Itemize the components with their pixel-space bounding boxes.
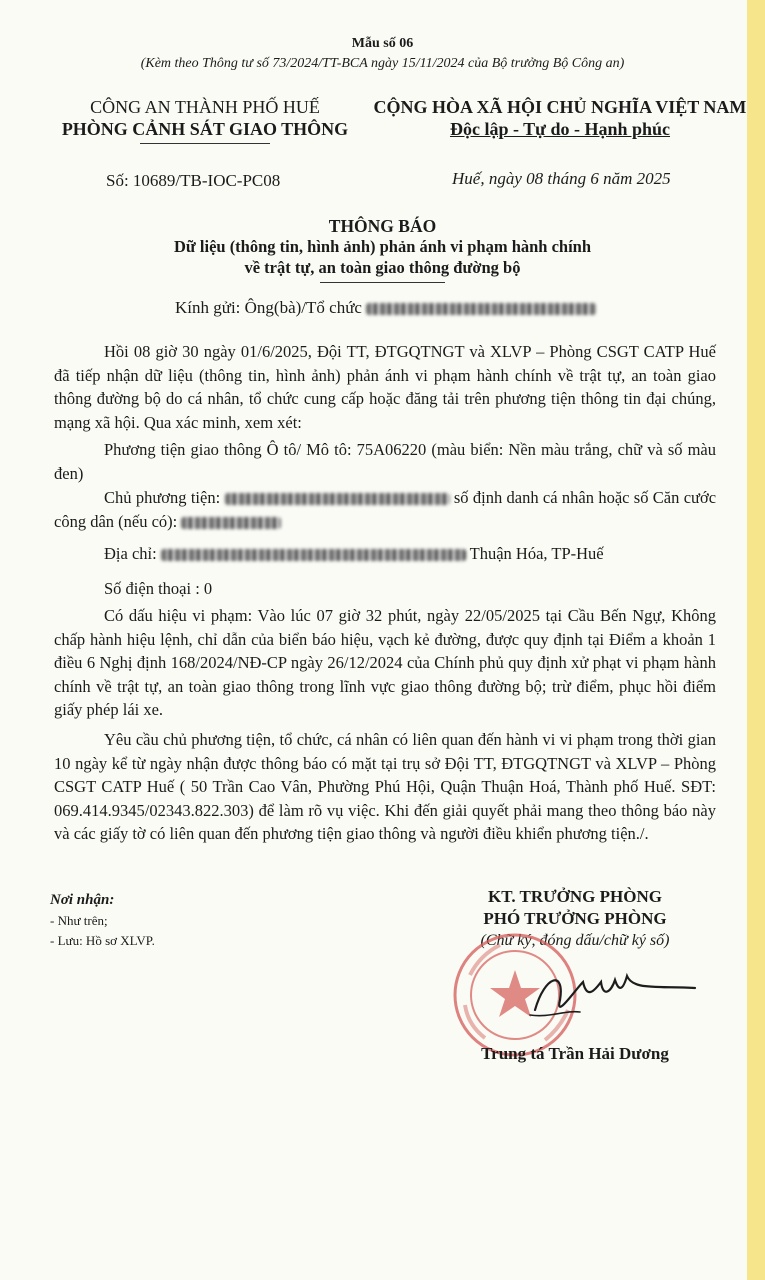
form-attachment: (Kèm theo Thông tư số 73/2024/TT-BCA ngày 15/11/2024 của Bộ trưởng Bộ Công an) xyxy=(140,56,625,71)
agency-name: CÔNG AN THÀNH PHỐ HUẾ xyxy=(90,97,320,117)
redacted-owner-id xyxy=(181,517,281,529)
place-date: Huế, ngày 08 tháng 6 năm 2025 xyxy=(452,169,671,188)
handwritten-signature xyxy=(505,960,705,1030)
form-number: Mẫu số 06 xyxy=(351,36,414,51)
signature-title-2: PHÓ TRƯỞNG PHÒNG xyxy=(483,909,667,928)
signature-note: (Chữ ký, đóng dấu/chữ ký số) xyxy=(480,932,670,949)
country-name: CỘNG HÒA XÃ HỘI CHỦ NGHĨA VIỆT NAM xyxy=(373,97,747,117)
recipient-item-1: - Như trên; xyxy=(50,913,108,928)
owner-paragraph xyxy=(54,486,716,533)
recipients-title: Nơi nhận: xyxy=(50,892,115,908)
redacted-owner-name xyxy=(225,493,450,505)
address-line xyxy=(104,542,716,566)
document-number: Số: 10689/TB-IOC-PC08 xyxy=(106,171,281,190)
header-divider-left xyxy=(140,143,270,144)
signature-title-1: KT. TRƯỞNG PHÒNG xyxy=(488,887,662,906)
paper-edge xyxy=(747,0,765,1280)
request-paragraph: Yêu cầu chủ phương tiện, tổ chức, cá nhân có liên quan đến hành vi vi phạm trong thời gian 10 ngày kể từ ngày nhận được thông báo có mặt tại trụ sở Đội TT, ĐTGQTNGT và XLVP – Phòng CSGT CATP Huế ( 50 Trần Cao Vân, Phường Phú Hội, Quận Thuận Hoá, Thành phố Huế. SĐT: 069.414.9345/02343.822.303) để làm rõ vụ việc. Khi đến giải quyết phải mang theo thông báo này và các giấy tờ có liên quan đến phương tiện giao thông và người điều khiển phương tiện./. xyxy=(54,730,716,843)
owner-label: Chủ phương tiện: xyxy=(104,488,221,507)
redacted-recipient xyxy=(366,303,596,315)
national-motto: Độc lập - Tự do - Hạnh phúc xyxy=(449,119,671,139)
signer-name: Trung tá Trần Hải Dương xyxy=(481,1044,669,1063)
recipient-item-2: - Lưu: Hồ sơ XLVP. xyxy=(50,933,155,948)
address-suffix: Thuận Hóa, TP-Huế xyxy=(469,544,604,563)
title-sub-2: về trật tự, an toàn giao thông đường bộ xyxy=(244,258,521,277)
redacted-address xyxy=(161,549,466,561)
owner-id-label: số định danh cá nhân hoặc số Căn cước công dân (nếu có): xyxy=(54,488,717,531)
title-underline xyxy=(320,282,445,283)
document-title: THÔNG BÁO xyxy=(328,216,437,236)
vehicle-paragraph: Phương tiện giao thông Ô tô/ Mô tô: 75A06220 (màu biển: Nền màu trắng, chữ và số màu đen) xyxy=(54,440,716,483)
violation-paragraph: Có dấu hiệu vi phạm: Vào lúc 07 giờ 32 phút, ngày 22/05/2025 tại Cầu Bến Ngự, Không chấp hành hiệu lệnh, chỉ dẫn của biển báo hiệu, vạch kẻ đường, được quy định tại Điểm a khoản 1 điều 6 Nghị định 168/2024/NĐ-CP ngày 26/12/2024 của Chính phủ quy định xử phạt vi phạm hành chính về trật tự, an toàn giao thông trong lĩnh vực giao thông đường bộ; trừ điểm, phục hồi điểm giấy phép lái xe. xyxy=(54,606,716,719)
title-sub-1: Dữ liệu (thông tin, hình ảnh) phản ánh vi phạm hành chính xyxy=(173,237,592,256)
phone-line: Số điện thoại : 0 xyxy=(104,579,213,598)
department-name: PHÒNG CẢNH SÁT GIAO THÔNG xyxy=(61,119,349,139)
recipient-label: Kính gửi: Ông(bà)/Tổ chức xyxy=(175,298,362,317)
intro-paragraph: Hồi 08 giờ 30 ngày 01/6/2025, Đội TT, ĐTGQTNGT và XLVP – Phòng CSGT CATP Huế đã tiếp nhận dữ liệu (thông tin, hình ảnh) phản ánh vi phạm hành chính về trật tự, an toàn giao thông đường bộ do cá nhân, tổ chức cung cấp hoặc đăng tải trên phương tiện thông tin đại chúng, mạng xã hội. Qua xác minh, xem xét: xyxy=(54,342,716,432)
recipient-line xyxy=(175,298,596,318)
address-label: Địa chỉ: xyxy=(104,544,157,563)
